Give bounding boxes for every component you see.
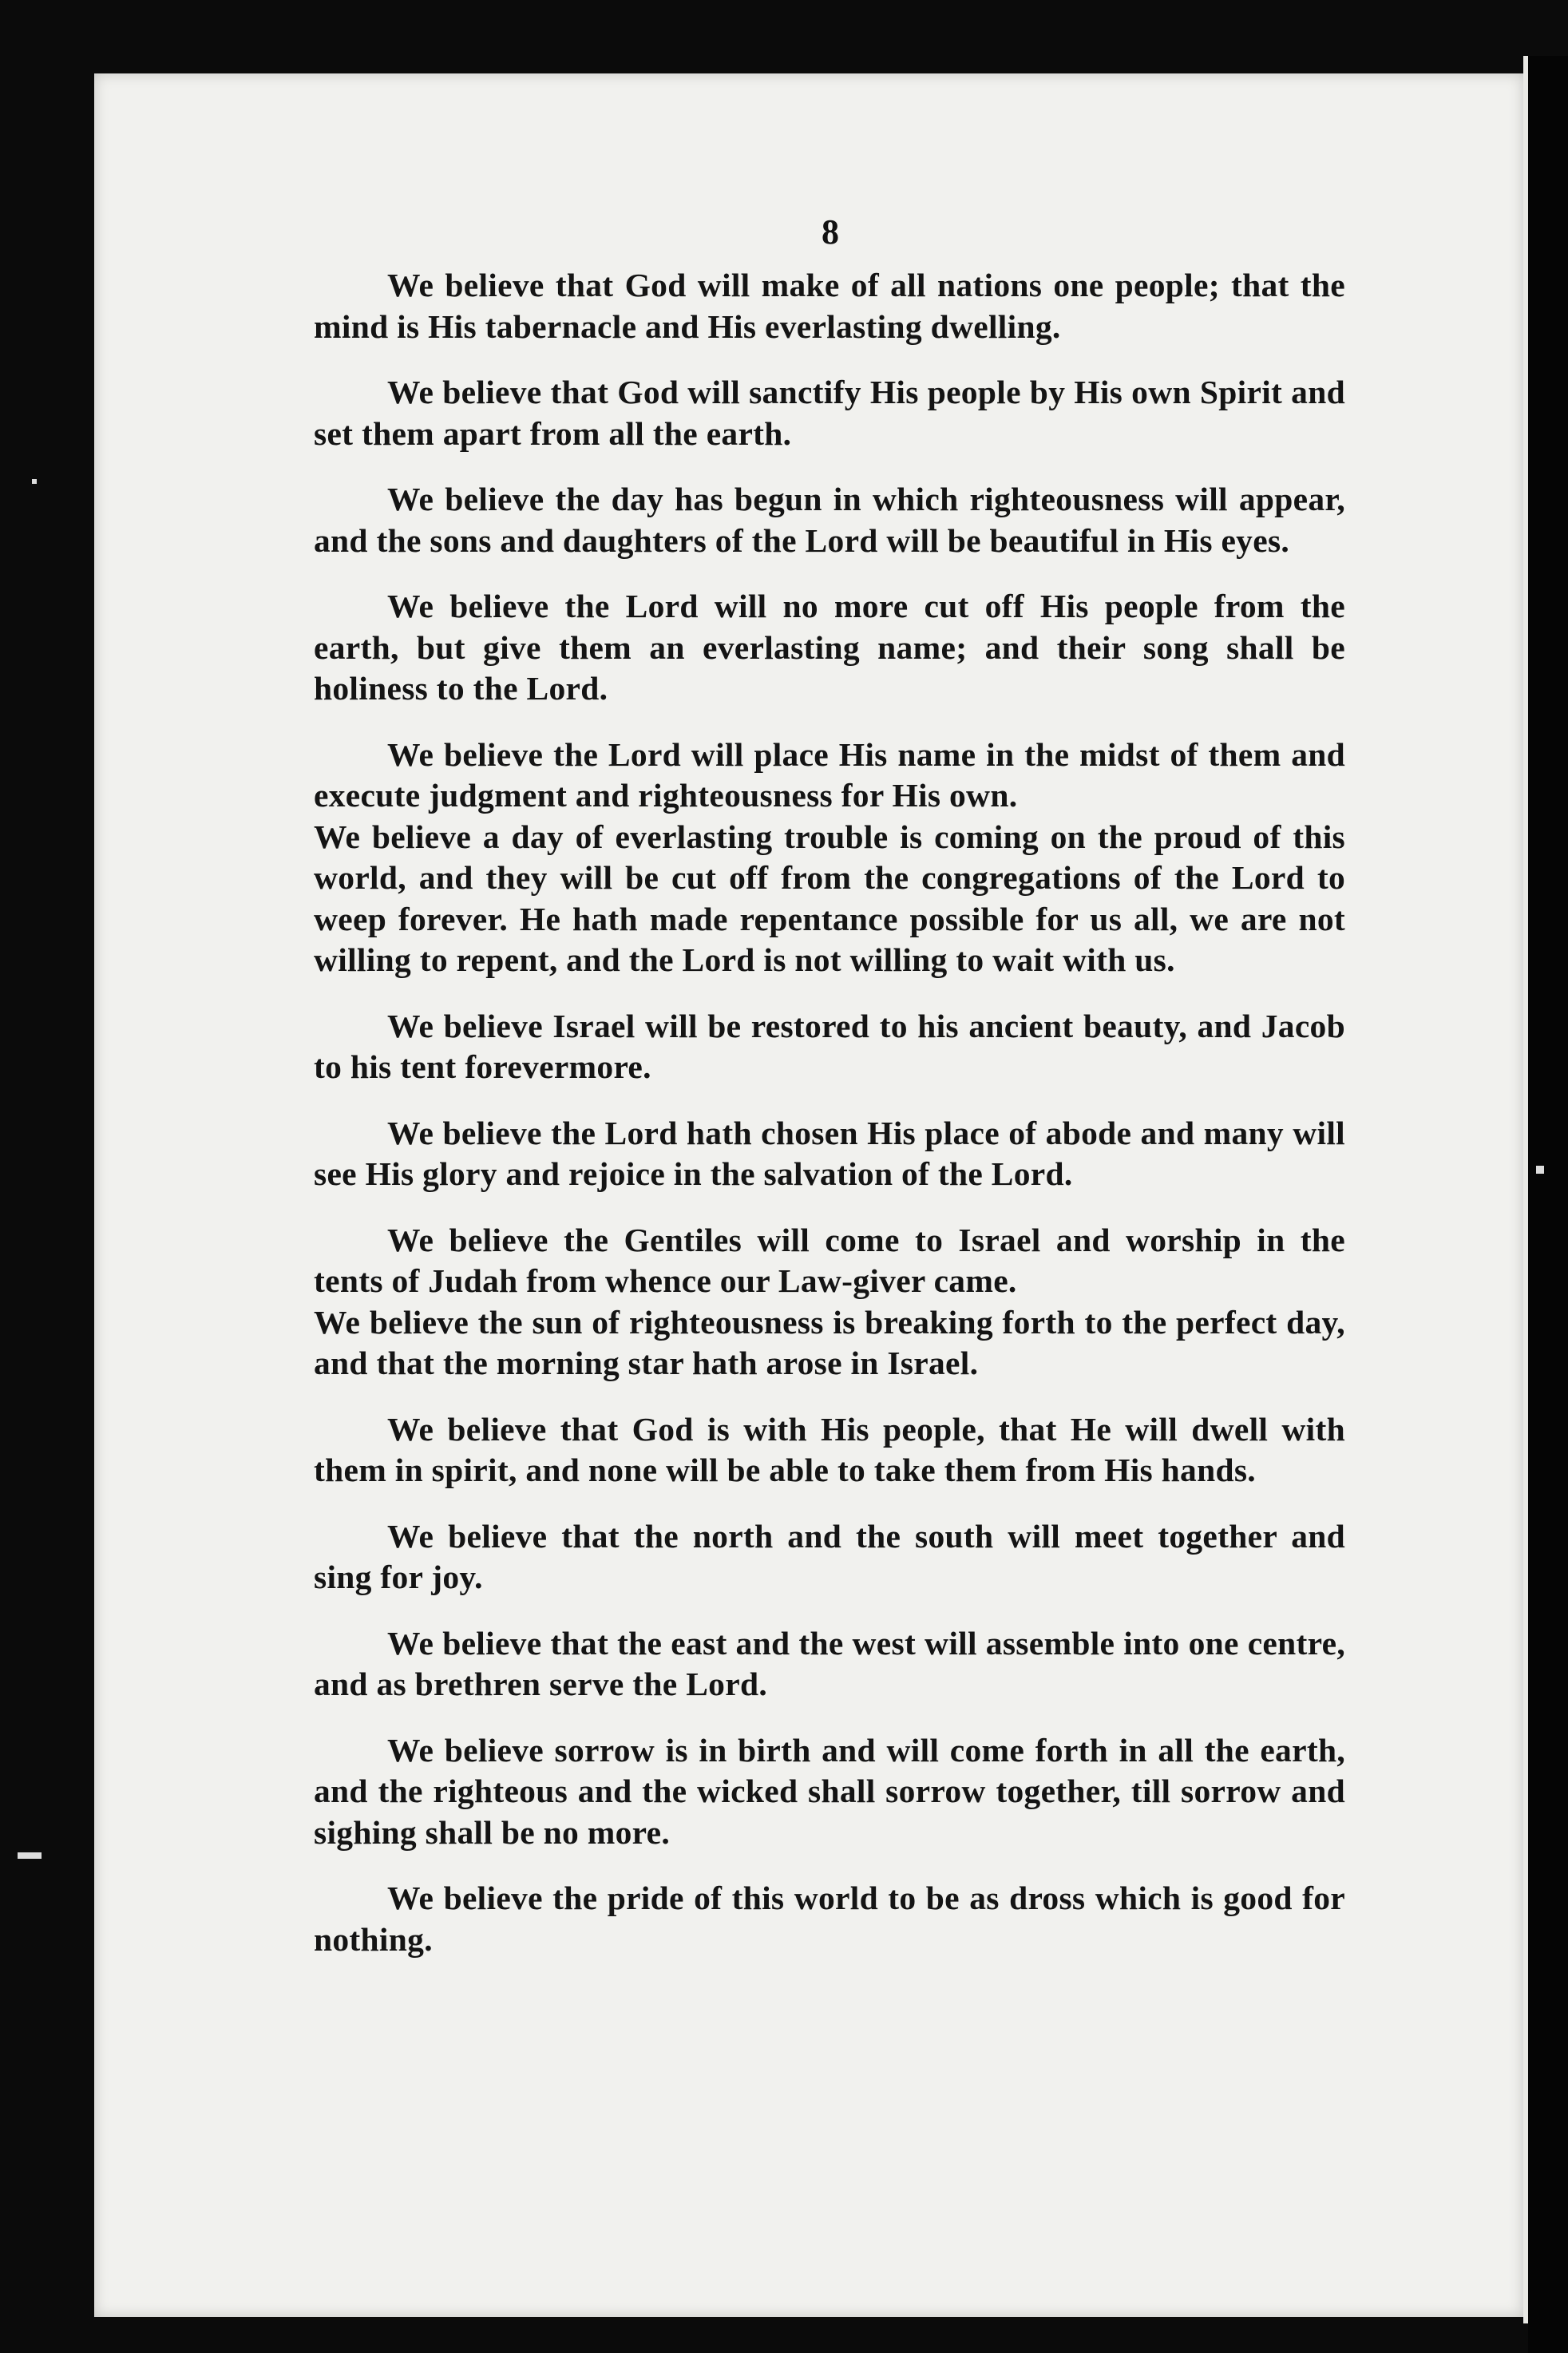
- paragraph-14: We believe sorrow is in birth and will come forth in all the earth, and the righteous and the wicked shall sorrow together, till sorrow and sighing shall be no more.: [314, 1731, 1345, 1851]
- paragraph-7: We believe Israel will be restored to his ancient beauty, and Jacob to his tent forevermore.: [314, 1007, 1345, 1085]
- paragraph-2: We believe that God will sanctify His people by His own Spirit and set them apart from all the earth.: [314, 374, 1345, 452]
- paragraph-13: We believe that the east and the west will assemble into one centre, and as brethren serve the Lord.: [314, 1624, 1345, 1702]
- scan-speck: [1536, 1166, 1544, 1174]
- paragraph-3: We believe the day has begun in which righteousness will appear, and the sons and daughters of the Lord will be beautiful in His eyes.: [314, 481, 1345, 559]
- paragraph-5: We believe the Lord will place His name in the midst of them and execute judgment and righteousness for His own.: [314, 735, 1345, 814]
- paragraph-10: We believe the sun of righteousness is breaking forth to the perfect day, and that the morning star hath arose in Israel.: [314, 1303, 1345, 1381]
- scan-speck: [32, 479, 37, 484]
- document-body: [314, 265, 1345, 1985]
- paragraph-1: We believe that God will make of all nations one people; that the mind is His tabernacle and His everlasting dwelling.: [314, 267, 1345, 345]
- page-number: 8: [822, 212, 839, 252]
- paragraph-11: We believe that God is with His people, that He will dwell with them in spirit, and none will be able to take them from His hands.: [314, 1410, 1345, 1488]
- paragraph-9: We believe the Gentiles will come to Israel and worship in the tents of Judah from whence our Law-giver came.: [314, 1221, 1345, 1299]
- scan-speck: [18, 1852, 42, 1859]
- scan-edge-shadow: [1528, 56, 1568, 2353]
- paragraph-8: We believe the Lord hath chosen His place of abode and many will see His glory and rejoice in the salvation of the Lord.: [314, 1114, 1345, 1192]
- paragraph-4: We believe the Lord will no more cut off His people from the earth, but give them an everlasting name; and their song shall be holiness to the Lord.: [314, 588, 1345, 707]
- page-edge-highlight: [1523, 56, 1528, 2323]
- paragraph-12: We believe that the north and the south will meet together and sing for joy.: [314, 1517, 1345, 1595]
- paragraph-6: We believe a day of everlasting trouble is coming on the proud of this world, and they will be cut off from the congregations of the Lord to weep forever. He hath made repentance possible for us all, we are not willing to repent, and the Lord is not willing to wait with us.: [314, 818, 1345, 978]
- paragraph-15: We believe the pride of this world to be as dross which is good for nothing.: [314, 1880, 1345, 1958]
